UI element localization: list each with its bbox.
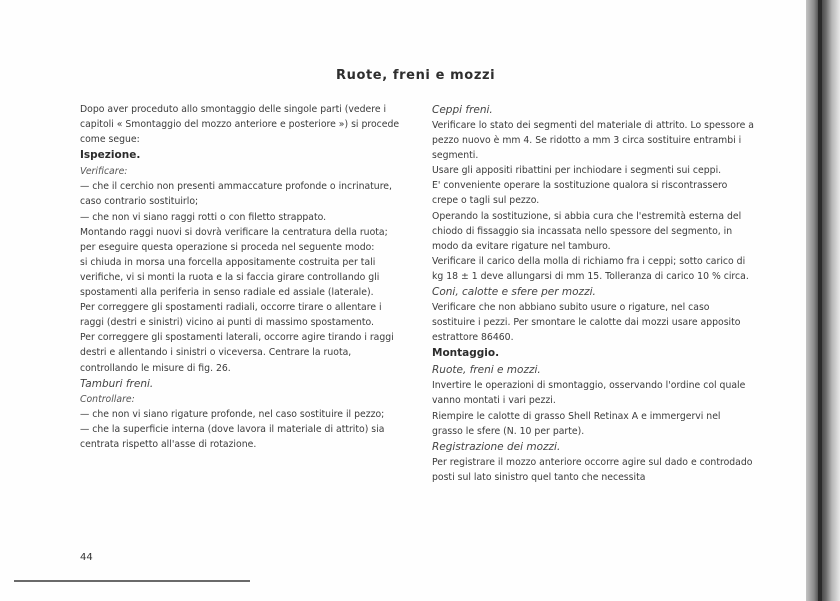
book-spine-shadow bbox=[806, 0, 840, 601]
right-column-text: E' conveniente operare la sostituzione qualora si riscontrassero crepe o tagli sul pezzo. bbox=[432, 180, 728, 207]
left-column-subheading: Controllare: bbox=[80, 393, 135, 405]
left-column-text: Per correggere gli spostamenti laterali, occorre agire tirando i raggi destri e allentando i sinistri o viceversa. Centrare la ruota, controllando le misure di fig. 26. bbox=[80, 332, 394, 374]
right-column-text: Verificare che non abbiano subito usure o rigature, nel caso sostituire i pezzi. Per smontare le calotte dai mozzi usare apposito estrattore 86460. bbox=[432, 302, 741, 344]
right-column-heading: Montaggio. bbox=[432, 347, 500, 360]
right-column-italic-heading: Ceppi freni. bbox=[432, 104, 493, 116]
page-title: Ruote, freni e mozzi bbox=[336, 68, 496, 83]
book-spine-edge bbox=[818, 0, 822, 601]
left-column-text: Per correggere gli spostamenti radiali, occorre tirare o allentare i raggi (destri e sinistri) vicino ai punti di massimo spostamento. bbox=[80, 302, 382, 329]
left-column-text: — che non vi siano raggi rotti o con filetto strappato. bbox=[80, 211, 327, 223]
left-column-heading: Ispezione. bbox=[80, 149, 141, 162]
left-column-subheading: Verificare: bbox=[80, 166, 128, 178]
left-column-text: Dopo aver proceduto allo smontaggio delle singole parti (vedere i capitoli « Smontaggio del mozzo anteriore e posteriore ») si procede come segue: bbox=[80, 104, 400, 146]
right-column-italic-heading: Ruote, freni e mozzi. bbox=[432, 364, 541, 377]
right-column-text: Verificare lo stato dei segmenti del materiale di attrito. Lo spessore a pezzo nuovo è mm 4. Se ridotto a mm 3 circa sostituire entrambi i segmenti. bbox=[432, 120, 754, 162]
bottom-rule bbox=[14, 580, 250, 582]
right-column-text: Per registrare il mozzo anteriore occorre agire sul dado e controdado posti sul lato sinistro quel tanto che necessita bbox=[432, 456, 753, 483]
right-column-text: Invertire le operazioni di smontaggio, osservando l'ordine col quale vanno montati i vari pezzi. bbox=[432, 380, 746, 407]
left-column-italic-heading: Tamburi freni. bbox=[80, 377, 154, 390]
left-column-text: Montando raggi nuovi si dovrà verificare la centratura della ruota; per eseguire questa operazione si proceda nel seguente modo: bbox=[80, 226, 388, 253]
left-column-text: — che non vi siano rigature profonde, nel caso sostituire il pezzo; bbox=[80, 408, 385, 420]
right-column-text: Operando la sostituzione, si abbia cura che l'estremità esterna del chiodo di fissaggio sia incassata nello spessore del segmento, in modo da evitare rigature nel tamburo. bbox=[432, 210, 742, 252]
left-column-text: — che la superficie interna (dove lavora il materiale di attrito) sia centrata rispetto all'asse di rotazione. bbox=[80, 423, 385, 450]
right-column-text: Verificare il carico della molla di richiamo fra i ceppi; sotto carico di kg 18 ± 1 deve allungarsi di mm 15. Tolleranza di carico 10 % circa. bbox=[432, 255, 749, 282]
left-column-text: si chiuda in morsa una forcella appositamente costruita per tali verifiche, vi si monti la ruota e la si faccia girare controllando gli spostamenti alla periferia in senso radiale ed assiale (laterale). bbox=[80, 256, 380, 299]
right-column-text: Riempire le calotte di grasso Shell Retinax A e immergervi nel grasso le sfere (N. 10 per parte). bbox=[432, 410, 721, 437]
page-number: 44 bbox=[80, 552, 93, 563]
right-column-text: Usare gli appositi ribattini per inchiodare i segmenti sui ceppi. bbox=[432, 165, 722, 177]
left-column bbox=[80, 102, 400, 452]
right-column-italic-heading: Coni, calotte e sfere per mozzi. bbox=[432, 286, 596, 299]
left-column-text: — che il cerchio non presenti ammaccature profonde o incrinature, caso contrario sostituirlo; bbox=[80, 181, 392, 208]
right-column-italic-heading: Registrazione dei mozzi. bbox=[432, 440, 561, 453]
right-column bbox=[432, 102, 754, 485]
